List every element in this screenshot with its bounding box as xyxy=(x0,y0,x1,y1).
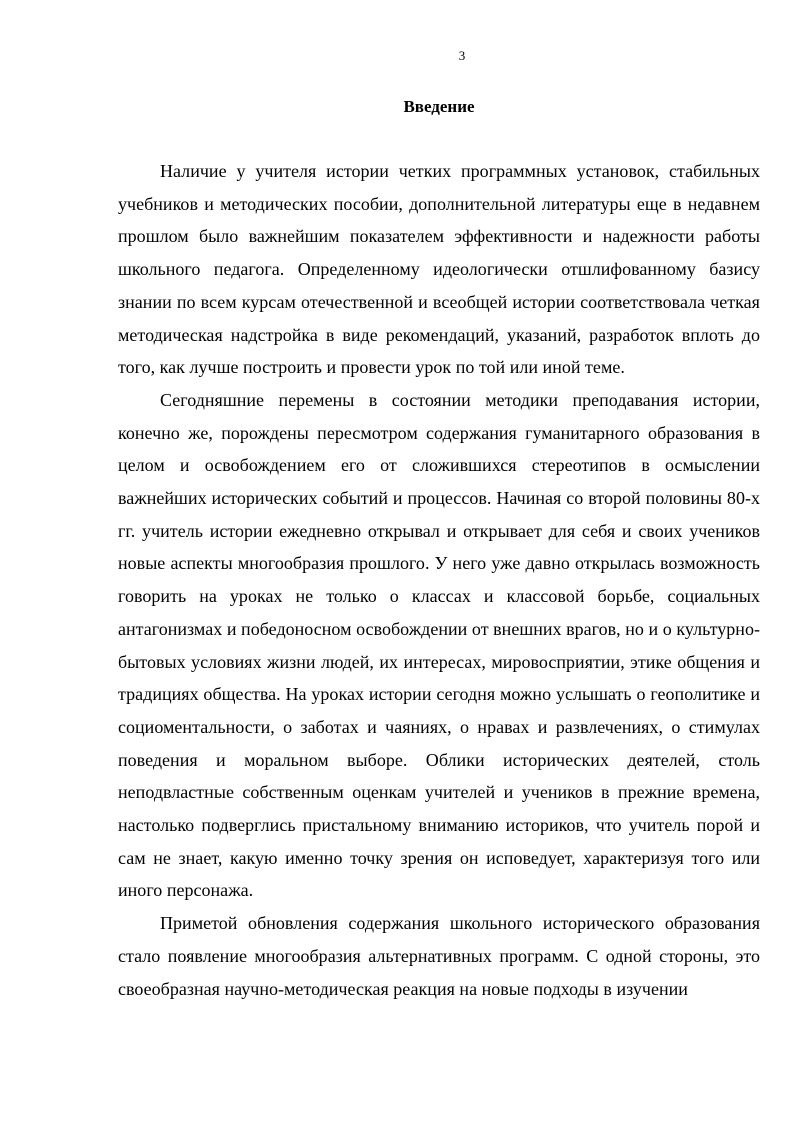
paragraph-3: Приметой обновления содержания школьного исторического образования стало появление многообразия альтернативных программ. С одной стороны, это своеобразная научно-методическая реакция на новые подходы в изучении xyxy=(118,913,760,999)
section-title: Введение xyxy=(403,97,475,116)
paragraph-1: Наличие у учителя истории четких программных установок, стабильных учебников и методических пособии, дополнительной литературы еще в недавнем прошлом было важнейшим показателем эффективности и надежности работы школьного педагога. Определенному идеологически отшлифованному базису знании по всем курсам отечественной и всеобщей истории соответствовала четкая методическая надстройка в виде рекомендаций, указаний, разработок вплоть до того, как лучше построить и провести урок по той или иной теме. xyxy=(118,161,760,378)
page-number: 3 xyxy=(458,48,466,63)
body-text xyxy=(118,155,760,1005)
paragraph-2: Сегодняшние перемены в состоянии методики преподавания истории, конечно же, порождены пересмотром содержания гуманитарного образования в целом и освобождением его от сложившихся стереотипов в осмыслении важнейших исторических событий и процессов. Начиная со второй половины 80-х гг. учитель истории ежедневно открывал и открывает для себя и своих учеников новые аспекты многообразия прошлого. У него уже давно открылась возможность говорить на уроках не только о классах и классовой борьбе, социальных антагонизмах и победоносном освобождении от внешних врагов, но и о культурно-бытовых условиях жизни людей, их интересах, мировосприятии, этике общения и традициях общества. На уроках истории сегодня можно услышать о геополитике и социоментальности, о заботах и чаяниях, о нравах и развлечениях, о стимулах поведения и моральном выборе. Облики исторических деятелей, столь неподвластные собственным оценкам учителей и учеников в прежние времена, настолько подверглись пристальному вниманию историков, что учитель порой и сам не знает, какую именно точку зрения он исповедует, характеризуя того или иного персонажа. xyxy=(118,389,760,901)
